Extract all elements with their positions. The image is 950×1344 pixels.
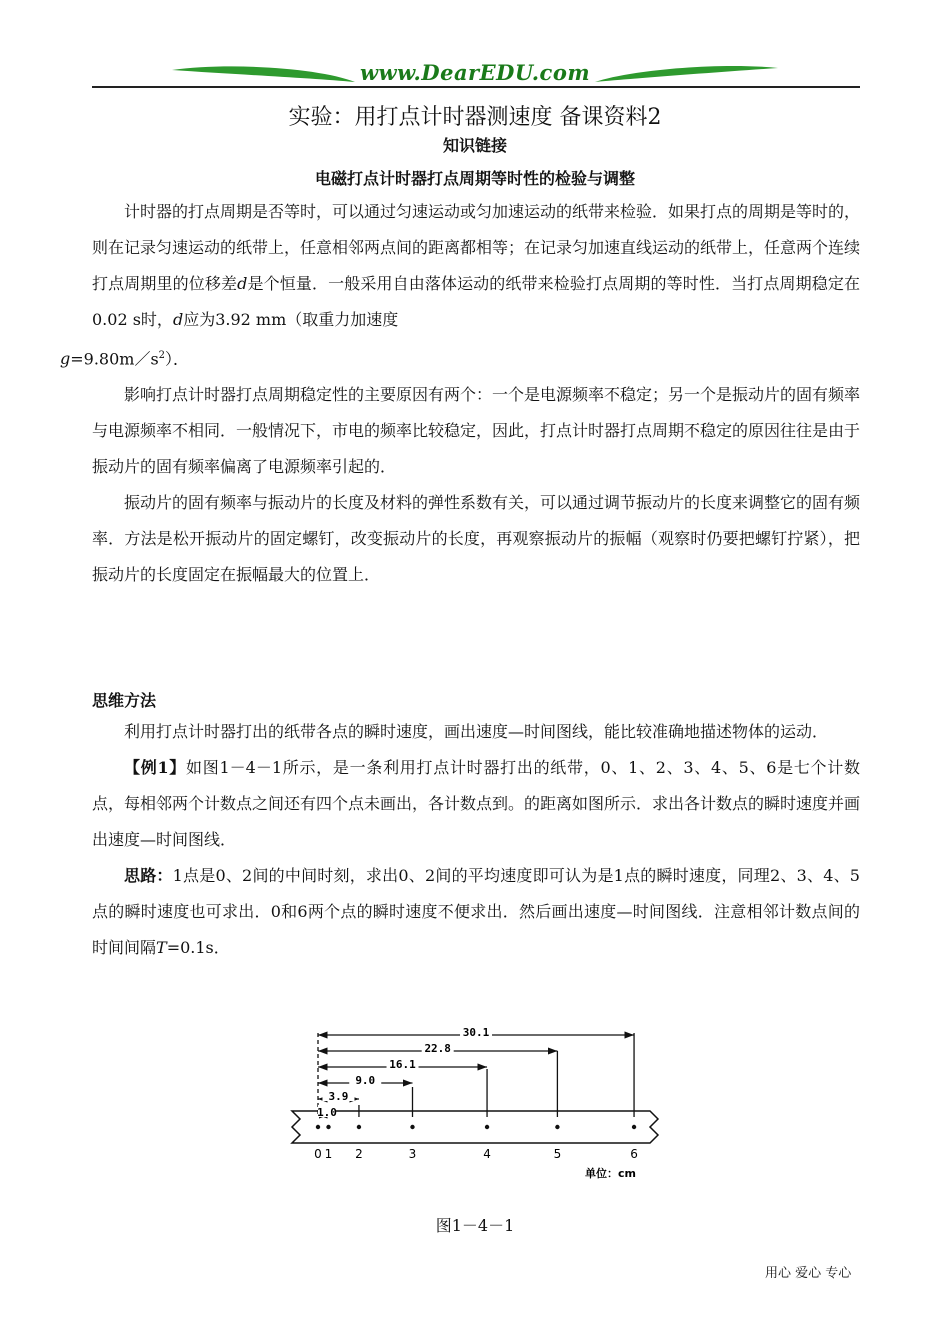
footer-slogan: 用心 爱心 专心	[765, 1266, 852, 1281]
idea-paragraph: 思路：1点是0、2间的中间时刻，求出0、2间的平均速度即可认为是1点的瞬时速度，同理2、3、4、5点的瞬时速度也可求出．0和6两个点的瞬时速度不便求出．然后画出速度—时间图线．注意相邻计数点间的时间间隔T=0.1s．	[92, 866, 860, 957]
section-heading-method: 思维方法	[92, 691, 157, 710]
tape-dot-0	[316, 1125, 320, 1129]
distance-label-4: 16.1	[389, 1058, 416, 1071]
tape-dot-4	[485, 1125, 489, 1129]
figure-caption: 图1－4－1	[435, 1216, 515, 1235]
paragraph-1: 计时器的打点周期是否等时，可以通过匀速运动或匀加速运动的纸带来检验．如果打点的周期是等时的，则在记录匀速运动的纸带上，任意相邻两点间的距离都相等；在记录匀加速直线运动的纸带上，任意两个连续打点周期里的位移差d是个恒量．一般采用自由落体运动的纸带来检验打点周期的等时性．当打点周期稳定在0.02 s时，d应为3.92 mm（取重力加速度 $g=9.80m/s^2$）．	[60, 202, 861, 369]
unit-label: 单位：cm	[585, 1167, 636, 1180]
tape-outline	[292, 1111, 658, 1143]
point-label-3: 3	[408, 1147, 417, 1161]
point-label-2: 2	[355, 1147, 363, 1161]
point-label-4: 4	[483, 1147, 491, 1161]
point-label-6: 6	[630, 1147, 638, 1161]
tape-dot-5	[555, 1125, 559, 1129]
body-paragraphs	[60, 194, 861, 593]
distance-label-1: 1.0	[317, 1106, 337, 1119]
method-paragraphs	[92, 714, 860, 966]
header-rule	[92, 86, 860, 88]
distance-label-3: 9.0	[355, 1074, 376, 1087]
tape-dot-1	[326, 1125, 330, 1129]
point-label-5: 5	[553, 1147, 562, 1161]
distance-label-5: 22.8	[424, 1042, 451, 1055]
point-label-1: 1	[324, 1147, 333, 1161]
point-label-0: 0	[314, 1147, 322, 1161]
article-title: 电磁打点计时器打点周期等时性的检验与调整	[314, 169, 635, 188]
page-title: 实验：用打点计时器测速度 备课资料2	[288, 105, 662, 130]
tape-dot-6	[632, 1125, 636, 1129]
section-heading-knowledge: 知识链接	[442, 136, 507, 155]
paragraph-4: 利用打点计时器打出的纸带各点的瞬时速度，画出速度—时间图线，能比较准确地描述物体的运动．	[124, 722, 829, 741]
paper-tape-figure	[280, 1025, 660, 1190]
example-paragraph: 【例1】如图1－4－1所示，是一条利用打点计时器打出的纸带，0、1、2、3、4、5、6是七个计数点，每相邻两个计数点之间还有四个点未画出，各计数点到。的距离如图所示．求出各计数点的瞬时速度并画出速度—时间图线．	[92, 758, 861, 849]
distance-label-6: 30.1	[462, 1026, 490, 1039]
paragraph-3: 振动片的固有频率与振动片的长度及材料的弹性系数有关，可以通过调节振动片的长度来调整它的固有频率．方法是松开振动片的固定螺钉，改变振动片的长度，再观察振动片的振幅（观察时仍要把螺钉拧紧），把振动片的长度固定在振幅最大的位置上．	[92, 493, 861, 585]
distance-label-2: 3.9	[328, 1090, 349, 1103]
paragraph-2: 影响打点计时器打点周期稳定性的主要原因有两个：一个是电源频率不稳定；另一个是振动片的固有频率与电源频率不相同．一般情况下，市电的频率比较稳定，因此，打点计时器打点周期不稳定的原因往往是由于振动片的固有频率偏离了电源频率引起的．	[92, 385, 861, 477]
tape-dot-3	[410, 1125, 414, 1129]
site-logo-text[interactable]: www.DearEDU.com	[359, 60, 591, 85]
tape-dot-2	[357, 1125, 361, 1129]
